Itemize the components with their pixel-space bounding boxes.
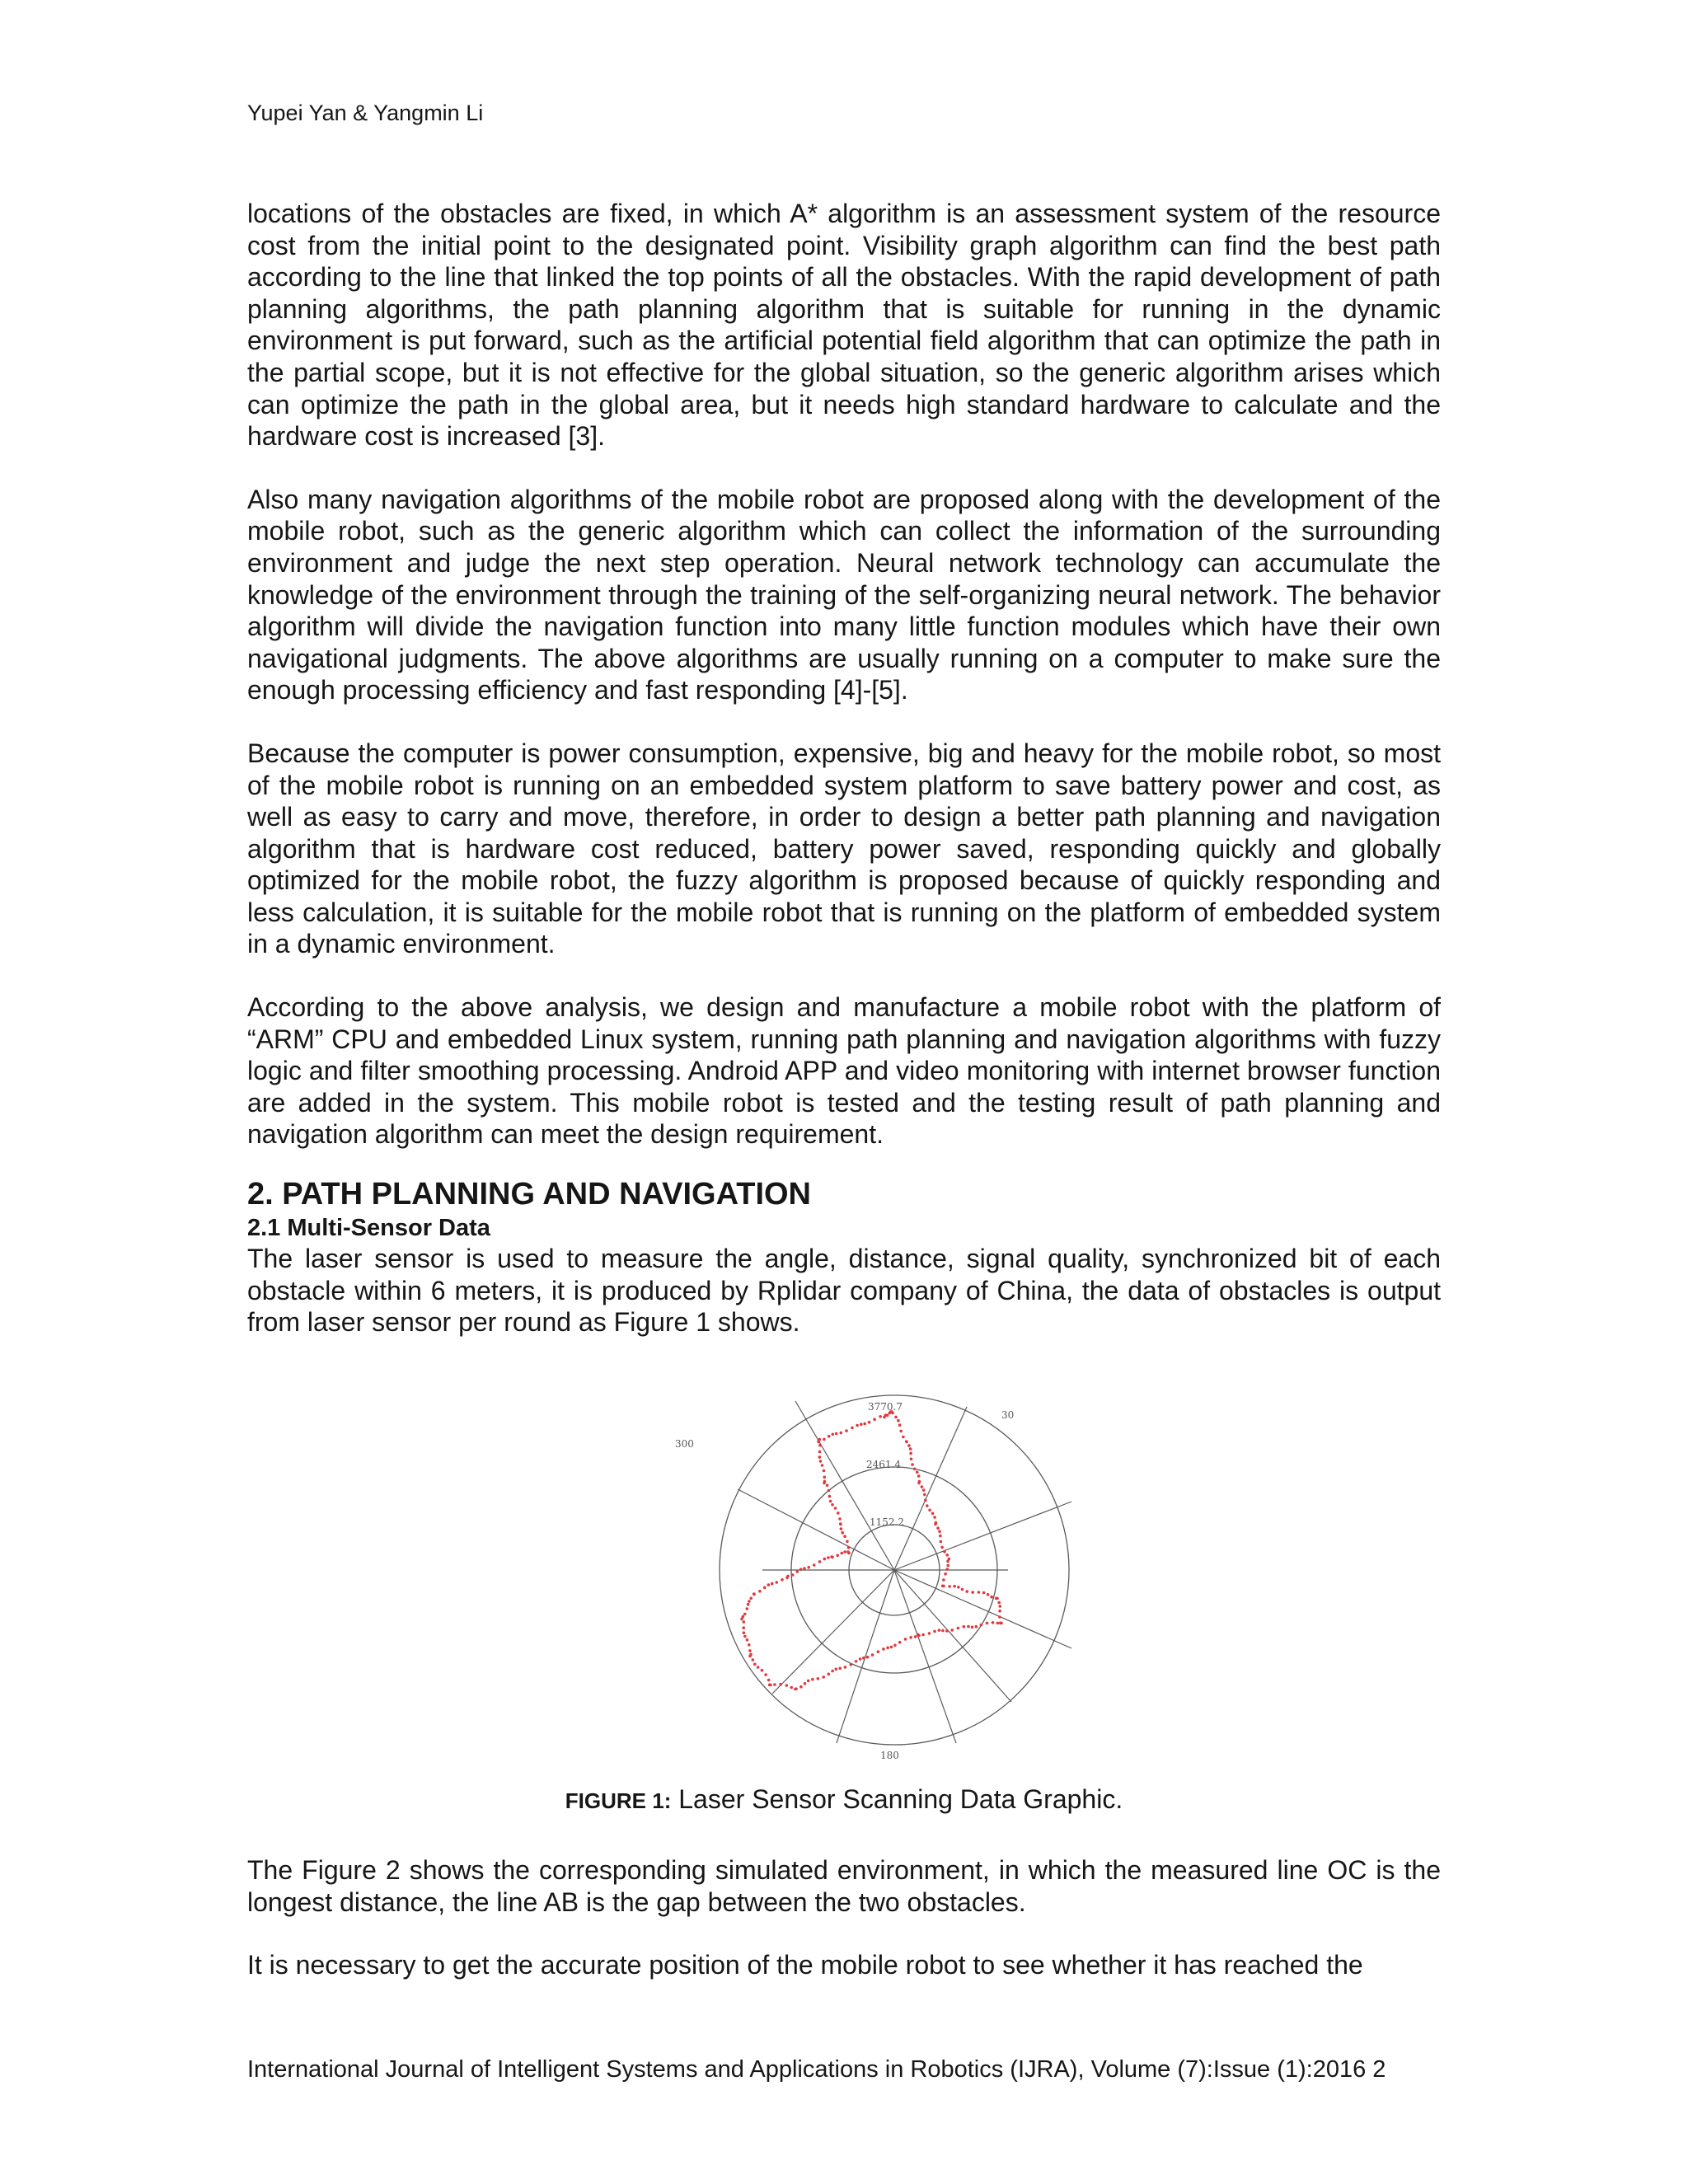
scan-point — [899, 1430, 903, 1433]
scan-point — [990, 1596, 993, 1599]
scan-point — [905, 1441, 908, 1444]
scan-point — [911, 1463, 914, 1466]
scan-point — [944, 1572, 947, 1576]
scan-point — [917, 1482, 921, 1485]
scan-point — [978, 1591, 981, 1594]
scan-point — [826, 1483, 829, 1487]
scan-point — [818, 1560, 822, 1563]
scan-point — [882, 1647, 885, 1651]
scan-point — [840, 1432, 843, 1435]
scan-point — [752, 1658, 755, 1661]
paragraph: Also many navigation algorithms of the mobile robot are proposed along with the development of the mobile robot, such as the generic algorithm which can collect the information of the surrounding environment and judge the next step operation. Neural network technology can accumulate the knowledge of the environment through the training of the self-organizing neural network. The behavior algorithm will divide the navigation function into many little function modules which have their own navigational judgments. The above algorithms are usually running on a computer to make sure the enough processing efficiency and fast responding [4]-[5]. — [247, 484, 1441, 705]
scan-point — [862, 1657, 865, 1660]
scan-point — [898, 1423, 902, 1427]
paragraph: locations of the obstacles are fixed, in which A* algorithm is an assessment system of the resource cost from the initial point to the designated point. Visibility graph algorithm can find the best path according to the line that linked the top points of all the obstacles. With the rapid development of path planning algorithms, the path planning algorithm that is suitable for running in the dynamic environment is put forward, such as the artificial potential field algorithm that can optimize the path in the partial scope, but it is not effective for the global situation, so the generic algorithm arises which can optimize the path in the global area, but it needs high standard hardware to calculate and the hardware cost is increased [3]. — [247, 199, 1441, 452]
scan-point — [819, 1460, 823, 1463]
scan-point — [791, 1573, 795, 1577]
scan-point — [828, 1435, 831, 1438]
paragraph: The Figure 2 shows the corresponding simulated environment, in which the measured line OC is the longest distance, the line AB is the gap between the two obstacles. — [247, 1855, 1441, 1917]
subsection-heading: 2.1 Multi-Sensor Data — [247, 1215, 490, 1242]
scan-point — [904, 1638, 907, 1641]
scan-point — [877, 1650, 880, 1653]
scan-point — [835, 1668, 838, 1671]
scan-point — [886, 1647, 889, 1650]
scan-point — [767, 1679, 771, 1682]
scan-point — [992, 1621, 995, 1624]
scan-point — [940, 1546, 944, 1549]
scan-point — [996, 1597, 999, 1601]
scan-point — [829, 1500, 832, 1503]
scan-point — [948, 1585, 951, 1588]
scan-point — [909, 1452, 912, 1455]
scan-point — [799, 1685, 803, 1689]
scan-point — [921, 1485, 924, 1488]
scan-point — [886, 1414, 889, 1418]
scan-point — [764, 1673, 767, 1676]
scan-point — [753, 1663, 757, 1666]
running-header: Yupei Yan & Yangmin Li — [247, 101, 484, 125]
scan-point — [753, 1593, 756, 1596]
scan-point — [933, 1516, 936, 1519]
scan-point — [860, 1422, 863, 1426]
scan-point — [998, 1615, 1001, 1619]
scan-point — [841, 1531, 844, 1535]
scan-point — [873, 1418, 876, 1421]
polar-spoke — [894, 1570, 1011, 1702]
scan-point — [843, 1535, 846, 1538]
ring-label-inner: 1152.2 — [870, 1516, 904, 1528]
scan-point — [747, 1603, 750, 1606]
scan-point — [771, 1582, 774, 1586]
scan-point — [743, 1620, 746, 1624]
ring-label-middle: 2461.4 — [866, 1459, 901, 1470]
scan-point — [749, 1597, 753, 1601]
scan-point — [845, 1429, 848, 1432]
scan-point — [832, 1433, 835, 1436]
scan-point — [922, 1488, 926, 1492]
scan-point — [828, 1489, 831, 1493]
polar-spoke — [837, 1570, 894, 1743]
scan-point — [743, 1635, 747, 1638]
scan-point — [916, 1471, 919, 1474]
scan-point — [803, 1567, 806, 1570]
scan-point — [965, 1590, 968, 1593]
scan-point — [818, 1444, 822, 1447]
scan-point — [743, 1631, 746, 1634]
scan-point — [807, 1566, 810, 1569]
scan-point — [928, 1632, 931, 1635]
scan-point — [746, 1607, 749, 1610]
paragraph: It is necessary to get the accurate position of the mobile robot to see whether it has reached the — [247, 1950, 1363, 1980]
scan-point — [828, 1673, 831, 1676]
scan-point — [835, 1432, 838, 1436]
scan-point — [863, 1422, 866, 1426]
scan-point — [823, 1469, 826, 1473]
figure-caption-label: FIGURE 1: — [565, 1788, 672, 1813]
scan-point — [761, 1669, 764, 1672]
scan-point — [781, 1578, 784, 1582]
body-text — [247, 198, 1441, 1370]
scan-point — [779, 1683, 782, 1686]
scan-point — [821, 1464, 824, 1467]
scan-point — [975, 1625, 978, 1629]
polar-spoke — [894, 1407, 967, 1570]
scan-point — [936, 1526, 940, 1530]
scan-point — [813, 1563, 816, 1567]
scan-point — [997, 1601, 1001, 1605]
scan-point — [950, 1629, 954, 1632]
scan-point — [773, 1683, 776, 1686]
scan-point — [924, 1499, 927, 1502]
scan-point — [987, 1593, 990, 1596]
scan-point — [943, 1550, 946, 1554]
scan-point — [907, 1444, 911, 1447]
scan-point — [921, 1633, 925, 1637]
running-footer: International Journal of Intelligent Systems and Applications in Robotics (IJRA), Volume (7):Issue (1):2016 2 — [247, 2056, 1386, 2083]
scan-point — [851, 1427, 854, 1430]
scan-point — [913, 1468, 917, 1471]
scan-point — [748, 1643, 751, 1647]
scan-point — [827, 1556, 830, 1559]
scan-point — [831, 1556, 834, 1559]
scan-point — [785, 1577, 789, 1580]
angle-label-300: 300 — [675, 1438, 694, 1450]
scan-point — [823, 1438, 826, 1441]
paragraph: Because the computer is power consumption, expensive, big and heavy for the mobile robot, so most of the mobile robot is running on an embedded system platform to save battery power and cost, as well as easy to carry and move, therefore, in order to design a better path planning and navigation algorithm that is hardware cost reduced, battery power saved, responding quickly and globally optimized for the mobile robot, the fuzzy algorithm is proposed because of quickly responding and less calculation, it is suitable for the mobile robot that is running on the platform of embedded system in a dynamic environment. — [247, 738, 1441, 959]
scan-point — [840, 1527, 843, 1530]
scan-point — [917, 1634, 921, 1638]
scan-point — [856, 1424, 859, 1427]
scan-point — [967, 1625, 970, 1629]
scan-point — [841, 1552, 844, 1555]
scan-point — [941, 1629, 945, 1633]
lower-text — [247, 1854, 1441, 2013]
scan-point — [828, 1495, 832, 1498]
scan-point — [838, 1667, 842, 1671]
scan-point — [914, 1635, 917, 1638]
scan-point — [945, 1554, 949, 1557]
scan-point — [785, 1684, 789, 1687]
scan-point — [776, 1581, 779, 1584]
scan-point — [846, 1540, 849, 1544]
section-heading: 2. PATH PLANNING AND NAVIGATION — [247, 1177, 811, 1212]
scan-point — [804, 1682, 807, 1685]
scan-point — [818, 1451, 822, 1454]
scan-point — [843, 1550, 846, 1554]
scan-point — [758, 1590, 762, 1593]
scan-point — [939, 1535, 942, 1538]
scan-point — [850, 1663, 853, 1666]
scan-point — [794, 1688, 797, 1691]
scan-point — [933, 1630, 936, 1633]
polar-spoke — [894, 1502, 1071, 1570]
scan-point — [807, 1680, 810, 1683]
scan-point — [971, 1626, 974, 1629]
scan-point — [980, 1624, 983, 1627]
scan-point — [926, 1504, 929, 1507]
scan-point — [769, 1684, 772, 1687]
scan-point — [823, 1558, 827, 1561]
scan-point — [928, 1509, 931, 1512]
scan-point — [742, 1626, 745, 1629]
scan-point — [817, 1677, 820, 1680]
scan-point — [910, 1458, 913, 1461]
scan-point — [763, 1586, 767, 1590]
scan-point — [796, 1570, 799, 1573]
scan-point — [909, 1447, 912, 1451]
scan-point — [831, 1503, 834, 1507]
scan-point — [893, 1644, 897, 1647]
scan-point — [982, 1591, 986, 1595]
scan-point — [823, 1482, 826, 1485]
polar-spoke — [894, 1570, 956, 1743]
scan-point — [836, 1554, 839, 1558]
figure-caption-text: Laser Sensor Scanning Data Graphic. — [671, 1784, 1123, 1814]
scan-point — [757, 1666, 760, 1669]
polar-spoke — [772, 1570, 894, 1694]
scan-point — [971, 1591, 974, 1594]
scan-point — [996, 1622, 1000, 1625]
scan-point — [957, 1586, 960, 1589]
scan-point — [748, 1655, 752, 1658]
scan-point — [938, 1530, 941, 1534]
scan-point — [823, 1476, 827, 1479]
scan-point — [890, 1646, 893, 1649]
scan-point — [945, 1629, 949, 1633]
scan-point — [743, 1613, 747, 1616]
scan-point — [871, 1653, 874, 1657]
scan-point — [740, 1618, 743, 1621]
scan-point — [909, 1636, 912, 1639]
scan-point — [946, 1568, 950, 1571]
scan-point — [917, 1474, 921, 1478]
scan-point — [866, 1656, 870, 1659]
scan-point — [894, 1416, 898, 1419]
scan-point — [953, 1585, 956, 1588]
scan-point — [963, 1625, 966, 1629]
scan-point — [946, 1564, 950, 1568]
scan-point — [934, 1523, 937, 1526]
paragraph: According to the above analysis, we design and manufacture a mobile robot with the platform of “ARM” CPU and embedded Linux system, running path planning and navigation algorithms with fuzzy logic and filter smoothing processing. Android APP and video monitoring with internet browser function are added in the system. This mobile robot is tested and the testing result of path planning and navigation algorithm can meet the design requirement. — [247, 992, 1441, 1150]
angle-label-30: 30 — [1001, 1409, 1015, 1421]
scan-point — [902, 1436, 905, 1439]
scan-point — [938, 1629, 941, 1632]
scan-point — [940, 1540, 943, 1544]
scan-point — [859, 1657, 862, 1661]
scan-point — [883, 1416, 886, 1419]
scan-point — [818, 1438, 822, 1441]
scan-point — [748, 1649, 752, 1652]
scan-point — [847, 1546, 851, 1549]
ring-label-outer: 3770.7 — [868, 1401, 903, 1413]
scan-point — [897, 1419, 900, 1422]
scan-point — [834, 1507, 837, 1510]
scan-point — [831, 1670, 834, 1673]
scan-point — [986, 1622, 989, 1625]
polar-spokes — [738, 1401, 1071, 1743]
scan-point — [931, 1512, 935, 1516]
scan-point — [847, 1552, 851, 1555]
scan-point — [822, 1675, 825, 1679]
scan-point — [898, 1641, 902, 1644]
scan-point — [844, 1666, 847, 1669]
scan-point — [879, 1415, 882, 1418]
scan-point — [957, 1627, 960, 1630]
scan-point — [855, 1660, 858, 1663]
scan-point — [748, 1600, 751, 1603]
scan-point — [946, 1560, 950, 1563]
scan-point — [998, 1610, 1001, 1613]
scan-point — [811, 1678, 814, 1681]
scan-point — [1000, 1622, 1003, 1625]
paragraph: The laser sensor is used to measure the angle, distance, signal quality, synchronized bit of each obstacle within 6 meters, it is produced by Rplidar company of China, the data of obstacles is output from laser sensor per round as Figure 1 shows. — [247, 1244, 1441, 1338]
scan-point — [799, 1568, 803, 1571]
scan-point — [942, 1585, 945, 1588]
polar-spoke — [894, 1570, 1071, 1648]
scan-point — [942, 1578, 945, 1582]
scan-point — [961, 1588, 964, 1591]
laser-scan-figure — [672, 1391, 1084, 1762]
scan-point — [839, 1523, 842, 1526]
scan-point — [790, 1686, 793, 1690]
scan-point — [838, 1517, 842, 1521]
figure-caption — [0, 1784, 1688, 1815]
scan-point — [746, 1638, 749, 1642]
scan-point — [837, 1511, 840, 1515]
scan-point — [818, 1455, 822, 1459]
angle-label-180: 180 — [880, 1750, 899, 1761]
scan-point — [868, 1421, 871, 1424]
scan-point — [767, 1583, 771, 1586]
scan-point — [923, 1493, 926, 1497]
scan-point — [999, 1605, 1002, 1608]
